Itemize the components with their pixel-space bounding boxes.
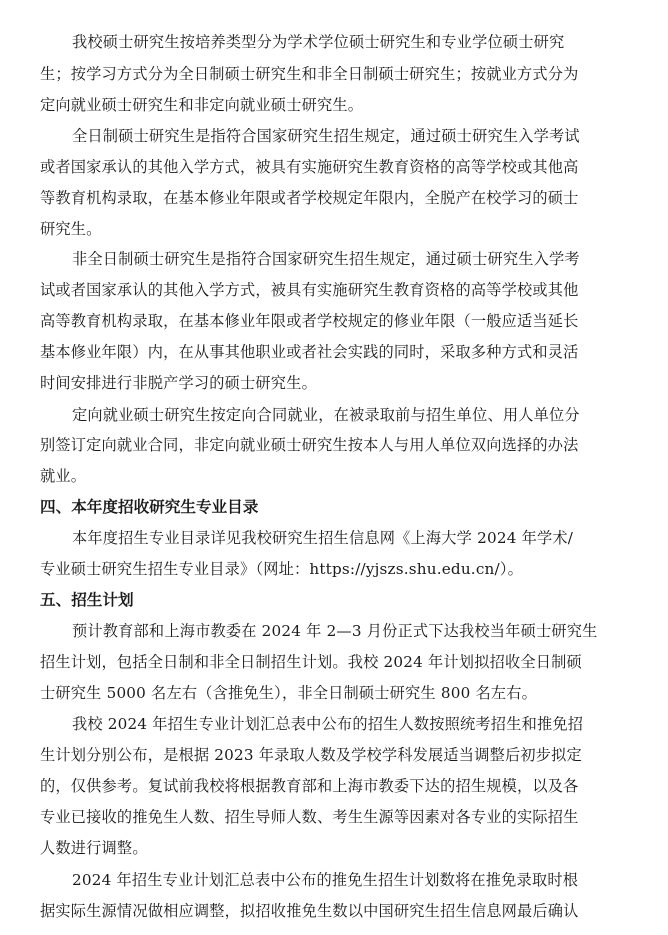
text-line: 专业硕士研究生招生专业目录》（网址：https://yjszs.shu.edu.cn/）。 <box>40 560 524 578</box>
text-line: 研究生。 <box>40 220 102 238</box>
text-line: 试或者国家承认的其他入学方式，被具有实施研究生教育资格的高等学校或其他 <box>40 281 579 299</box>
text-line: 据实际生源情况做相应调整，拟招收推免生数以中国研究生招生信息网最后确认 <box>40 902 579 920</box>
text-line: 定向就业硕士研究生按定向合同就业，在被录取前与招生单位、用人单位分 <box>72 406 580 424</box>
text-line: 2024 年招生专业计划汇总表中公布的推免生招生计划数将在推免录取时根 <box>72 871 579 889</box>
text-line: 人数进行调整。 <box>40 839 148 857</box>
text-line: 士研究生 5000 名左右（含推免生），非全日制硕士研究生 800 名左右。 <box>40 684 538 702</box>
text-line: 非全日制硕士研究生是指符合国家研究生招生规定，通过硕士研究生入学考 <box>72 250 580 268</box>
text-line: 基本修业年限）内，在从事其他职业或者社会实践的同时，采取多种方式和灵活 <box>40 343 579 361</box>
text-line: 就业。 <box>40 467 87 485</box>
text-line: 等教育机构录取，在基本修业年限或者学校规定年限内，全脱产在校学习的硕士 <box>40 189 579 207</box>
text-line: 我校 2024 年招生专业计划汇总表中公布的招生人数按照统考招生和推免招 <box>72 715 584 733</box>
text-line: 专业已接收的推免生人数、招生导师人数、考生生源等因素对各专业的实际招生 <box>40 808 579 826</box>
text-line: 定向就业硕士研究生和非定向就业硕士研究生。 <box>40 96 364 114</box>
text-line: 生；按学习方式分为全日制硕士研究生和非全日制硕士研究生；按就业方式分为 <box>40 65 579 83</box>
text-line: 高等教育机构录取，在基本修业年限或者学校规定的修业年限（一般应适当延长 <box>40 312 579 330</box>
text-line: 招生计划，包括全日制和非全日制招生计划。我校 2024 年计划拟招收全日制硕 <box>40 653 582 671</box>
text-line: 生计划分别公布，是根据 2023 年录取人数及学校学科发展适当调整后初步拟定 <box>40 746 582 764</box>
section-heading: 五、招生计划 <box>40 591 134 609</box>
text-line: 的，仅供参考。复试前我校将根据教育部和上海市教委下达的招生规模，以及各 <box>40 777 579 795</box>
text-line: 我校硕士研究生按培养类型分为学术学位硕士研究生和专业学位硕士研究 <box>72 33 565 51</box>
text-line: 本年度招生专业目录详见我校研究生招生信息网《上海大学 2024 年学术/ <box>72 529 574 547</box>
text-line: 或者国家承认的其他入学方式，被具有实施研究生教育资格的高等学校或其他高 <box>40 158 579 176</box>
section-heading: 四、本年度招收研究生专业目录 <box>40 498 259 516</box>
text-line: 别签订定向就业合同，非定向就业硕士研究生按本人与用人单位双向选择的办法 <box>40 436 579 454</box>
text-line: 预计教育部和上海市教委在 2024 年 2—3 月份正式下达我校当年硕士研究生 <box>72 622 598 640</box>
text-line: 全日制硕士研究生是指符合国家研究生招生规定，通过硕士研究生入学考试 <box>72 127 580 145</box>
text-line: 时间安排进行非脱产学习的硕士研究生。 <box>40 374 317 392</box>
